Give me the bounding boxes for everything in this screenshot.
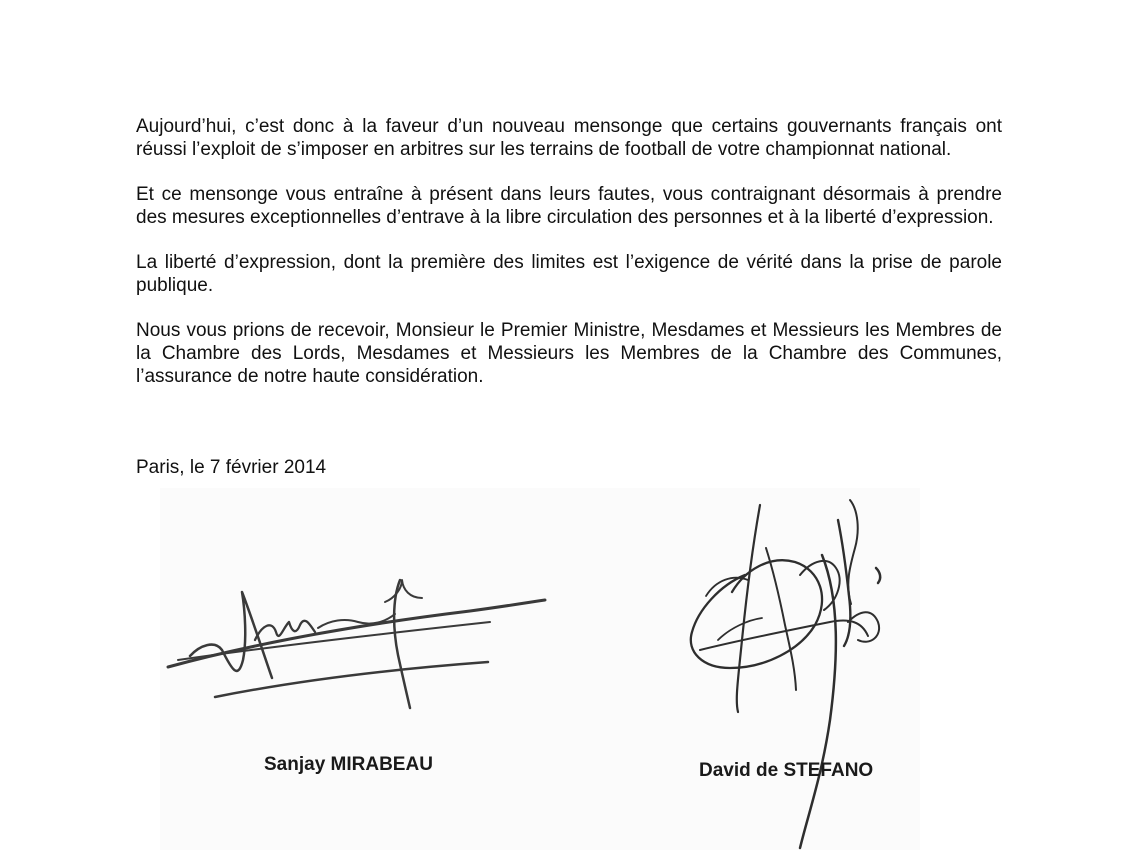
letter-paragraph-2: Et ce mensonge vous entraîne à présent dans leurs fautes, vous contraignant désormais à prendre des mesures exceptionnelles d’entrave à la libre circulation des personnes et à la liberté d’expression. — [136, 184, 1002, 228]
letter-paragraph-4: Nous vous prions de recevoir, Monsieur le Premier Ministre, Mesdames et Messieurs les Membres de la Chambre des Lords, Mesdames et Messieurs les Membres de la Chambre des Communes, l’assurance de notre haute considération. — [136, 320, 1002, 387]
left-signature-graphic — [168, 580, 545, 708]
signer-name-left: Sanjay MIRABEAU — [264, 754, 433, 775]
date-line: Paris, le 7 février 2014 — [136, 457, 327, 478]
letter-paragraph-3: La liberté d’expression, dont la première des limites est l’exigence de vérité dans la prise de parole publique. — [136, 252, 1002, 296]
letter-paragraph-1: Aujourd’hui, c’est donc à la faveur d’un nouveau mensonge que certains gouvernants français ont réussi l’exploit de s’imposer en arbitres sur les terrains de football de votre championnat national. — [136, 116, 1002, 160]
signer-name-right: David de STEFANO — [699, 760, 874, 781]
right-signature-graphic — [691, 500, 880, 848]
